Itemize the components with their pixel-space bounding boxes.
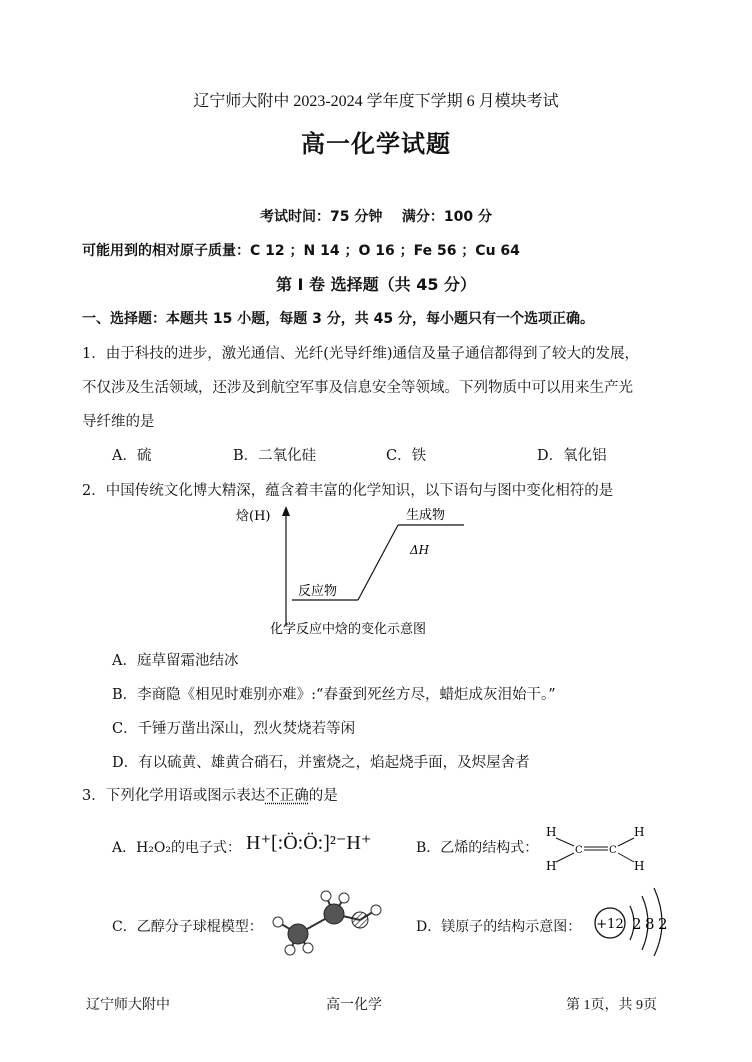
q1-line1: 1．由于科技的进步，激光通信、光纤(光导纤维)通信及量子通信都得到了较大的发展，	[82, 346, 640, 362]
hydrogen-atom	[273, 917, 283, 927]
shell-count-2: 8	[645, 915, 655, 933]
ethylene-c1: C	[575, 845, 583, 856]
oxygen-atom	[352, 912, 368, 928]
hydrogen-atom	[321, 891, 331, 901]
transition-line	[358, 525, 398, 600]
ethylene-structure	[542, 816, 652, 874]
q3-stem-suffix: 的是	[308, 788, 338, 804]
shell-count-1: 2	[632, 915, 642, 933]
q3-option-d-label: D．镁原子的结构示意图：	[416, 919, 582, 935]
q1-option-a: A．硫	[112, 448, 152, 464]
q3-option-a-label: A．H₂O₂的电子式：	[112, 840, 242, 856]
diagram-caption: 化学反应中焓的变化示意图	[270, 622, 427, 637]
q3-stem-prefix: 3．下列化学用语或图示表达	[82, 788, 266, 804]
q3-option-b-label: B．乙烯的结构式：	[416, 840, 539, 856]
q2-option-d: D．有以硫黄、雄黄合硝石，并蜜烧之，焰起烧手面，及烬屋舍者	[112, 755, 530, 771]
q1-option-d: D．氧化铝	[537, 448, 607, 464]
carbon-atom	[288, 924, 308, 944]
q3-stem	[82, 784, 338, 805]
ethylene-h3: H	[634, 825, 645, 839]
q3-stem-emphasis: 不正确	[265, 788, 309, 804]
q1-option-b: B．二氧化硅	[233, 448, 317, 464]
footer-center: 高一化学	[326, 998, 382, 1013]
hydrogen-atom	[285, 945, 295, 955]
ethylene-h1: H	[546, 825, 557, 839]
q1-line3: 导纤维的是	[82, 414, 155, 430]
enthalpy-diagram	[230, 502, 510, 642]
h2o2-electron-formula: H⁺[:Ö:Ö:]²⁻H⁺	[246, 832, 372, 854]
reactant-label: 反应物	[298, 584, 338, 599]
q2-option-c: C．千锤万凿出深山，烈火焚烧若等闲	[112, 721, 356, 737]
exam-title: 高一化学试题	[301, 129, 451, 158]
hydrogen-atom	[371, 905, 381, 915]
nucleus-charge: +12	[596, 917, 624, 932]
bond	[618, 853, 634, 862]
section-instruction: 一、选择题：本题共 15 小题，每题 3 分，共 45 分，每小题只有一个选项正确。	[82, 311, 594, 327]
school-title: 辽宁师大附中 2023-2024 学年度下学期 6 月模块考试	[193, 93, 559, 110]
q1-line2: 不仅涉及生活领域，还涉及到航空军事及信息安全等领域。下列物质中可以用来生产光	[82, 380, 633, 396]
q2-option-a: A．庭草留霜池结冰	[112, 653, 239, 669]
footer-page-number: 第 1页，共 9页	[566, 998, 657, 1013]
section-title: 第 I 卷 选择题（共 45 分）	[275, 275, 477, 294]
carbon-atom	[324, 904, 344, 924]
hydrogen-atom	[303, 943, 313, 953]
ethylene-h4: H	[634, 859, 645, 873]
product-label: 生成物	[406, 508, 446, 523]
hydrogen-atom	[339, 893, 349, 903]
q3-option-c-label: C．乙醇分子球棍模型：	[112, 919, 263, 935]
mg-atom-structure	[592, 880, 672, 956]
y-axis-label: 焓(H)	[236, 509, 271, 524]
bond	[556, 853, 574, 862]
footer-left: 辽宁师大附中	[86, 998, 170, 1013]
delta-h-label: ΔH	[410, 543, 430, 557]
exam-info: 考试时间：75 分钟 满分：100 分	[260, 209, 492, 225]
ethanol-ball-stick-model	[264, 886, 390, 958]
atomic-masses: 可能用到的相对原子质量：C 12 ；N 14 ；O 16 ；Fe 56 ；Cu 64	[82, 243, 520, 259]
bond	[556, 838, 574, 846]
shell-count-3: 2	[658, 915, 668, 933]
y-axis-arrow	[282, 506, 290, 516]
bond	[618, 838, 634, 846]
q2-option-b: B．李商隐《相见时难别亦难》:“春蚕到死丝方尽，蜡炬成灰泪始干。”	[112, 687, 556, 703]
q1-option-c: C．铁	[386, 448, 427, 464]
q2-stem: 2．中国传统文化博大精深，蕴含着丰富的化学知识，以下语句与图中变化相符的是	[82, 483, 614, 499]
ethylene-h2: H	[546, 859, 557, 873]
ethylene-c2: C	[609, 845, 617, 856]
